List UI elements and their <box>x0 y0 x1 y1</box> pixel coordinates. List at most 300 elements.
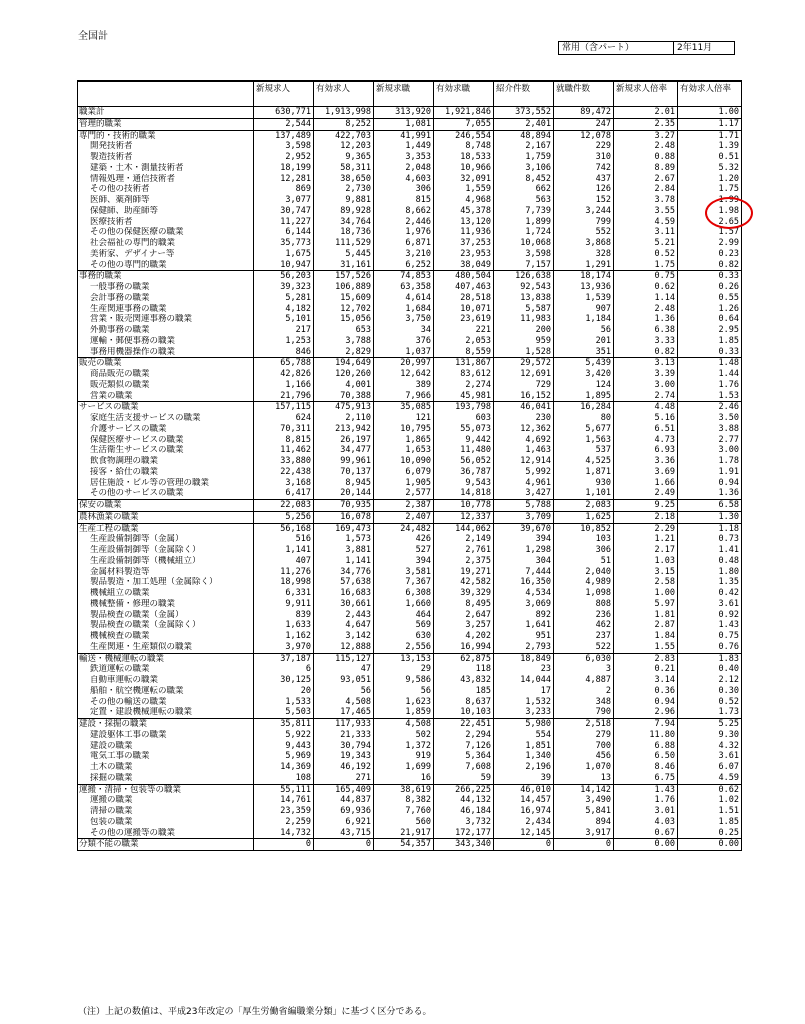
value-cell: 2,040 <box>554 567 614 578</box>
value-cell: 51 <box>554 556 614 567</box>
value-cell: 4,989 <box>554 577 614 588</box>
table-row <box>78 675 742 686</box>
value-cell: 554 <box>494 730 554 741</box>
value-cell: 0.42 <box>678 588 742 599</box>
value-cell: 3,917 <box>554 828 614 839</box>
row-label: 専門的・技術的職業 <box>78 130 254 141</box>
value-cell: 5.97 <box>614 599 678 610</box>
value-cell: 456 <box>554 751 614 762</box>
value-cell: 2.65 <box>678 217 742 228</box>
value-cell: 0.30 <box>678 686 742 697</box>
value-cell: 20,997 <box>374 358 434 369</box>
value-cell: 1.36 <box>678 488 742 499</box>
table-row <box>78 751 742 762</box>
row-label: 生産関連事務の職業 <box>78 304 254 315</box>
row-label: 事務的職業 <box>78 271 254 282</box>
value-cell: 2,829 <box>314 347 374 358</box>
column-header: 有効求人 <box>314 81 374 107</box>
value-cell: 8,495 <box>434 599 494 610</box>
value-cell: 537 <box>554 445 614 456</box>
value-cell: 407 <box>254 556 314 567</box>
value-cell: 0.52 <box>678 697 742 708</box>
value-cell: 1,070 <box>554 762 614 773</box>
value-cell: 2.48 <box>614 141 678 152</box>
value-cell: 5,281 <box>254 293 314 304</box>
column-header: 新規求職 <box>374 81 434 107</box>
value-cell: 9,881 <box>314 195 374 206</box>
value-cell: 23,359 <box>254 806 314 817</box>
value-cell: 846 <box>254 347 314 358</box>
value-cell: 306 <box>554 545 614 556</box>
value-cell: 351 <box>554 347 614 358</box>
value-cell: 422,703 <box>314 130 374 141</box>
value-cell: 1,641 <box>494 620 554 631</box>
value-cell: 2,761 <box>434 545 494 556</box>
value-cell: 12,691 <box>494 369 554 380</box>
value-cell: 12,078 <box>554 130 614 141</box>
value-cell: 152 <box>554 195 614 206</box>
table-row <box>78 130 742 141</box>
row-label: その他の運搬等の職業 <box>78 828 254 839</box>
value-cell: 39 <box>494 773 554 784</box>
value-cell: 2.46 <box>678 402 742 413</box>
value-cell: 56 <box>554 325 614 336</box>
value-cell: 4,001 <box>314 380 374 391</box>
value-cell: 3,077 <box>254 195 314 206</box>
table-row <box>78 719 742 730</box>
table-row <box>78 664 742 675</box>
table-row <box>78 620 742 631</box>
row-label: 生産工程の職業 <box>78 523 254 534</box>
table-row <box>78 271 742 282</box>
value-cell: 22,438 <box>254 467 314 478</box>
value-cell: 20 <box>254 686 314 697</box>
row-label: 医師、薬剤師等 <box>78 195 254 206</box>
table-header-row <box>78 81 742 107</box>
value-cell: 144,062 <box>434 523 494 534</box>
value-cell: 1,081 <box>374 118 434 130</box>
value-cell: 1,871 <box>554 467 614 478</box>
value-cell: 742 <box>554 163 614 174</box>
value-cell: 1.85 <box>678 817 742 828</box>
value-cell: 0.76 <box>678 642 742 653</box>
value-cell: 1.43 <box>678 620 742 631</box>
value-cell: 5,587 <box>494 304 554 315</box>
value-cell: 4.73 <box>614 435 678 446</box>
value-cell: 5.21 <box>614 238 678 249</box>
value-cell: 0 <box>494 839 554 851</box>
value-cell: 12,281 <box>254 174 314 185</box>
value-cell: 2,375 <box>434 556 494 567</box>
value-cell: 42,826 <box>254 369 314 380</box>
row-label: 農林漁業の職業 <box>78 511 254 523</box>
value-cell: 3,709 <box>494 511 554 523</box>
value-cell: 6.88 <box>614 741 678 752</box>
value-cell: 0.25 <box>678 828 742 839</box>
value-cell: 236 <box>554 610 614 621</box>
value-cell: 35,811 <box>254 719 314 730</box>
value-cell: 1,724 <box>494 227 554 238</box>
value-cell: 10,795 <box>374 424 434 435</box>
value-cell: 313,920 <box>374 107 434 119</box>
value-cell: 3.33 <box>614 336 678 347</box>
value-cell: 217 <box>254 325 314 336</box>
value-cell: 3,257 <box>434 620 494 631</box>
value-cell: 1.57 <box>678 227 742 238</box>
value-cell: 1.39 <box>678 141 742 152</box>
row-label: 船舶・航空機運転の職業 <box>78 686 254 697</box>
value-cell: 12,362 <box>494 424 554 435</box>
value-cell: 6.50 <box>614 751 678 762</box>
value-cell: 74,853 <box>374 271 434 282</box>
value-cell: 2.67 <box>614 174 678 185</box>
value-cell: 56,203 <box>254 271 314 282</box>
value-cell: 12,914 <box>494 456 554 467</box>
table-body <box>78 107 742 851</box>
row-label: 家庭生活支援サービスの職業 <box>78 413 254 424</box>
value-cell: 137,489 <box>254 130 314 141</box>
row-label: 建設・採掘の職業 <box>78 719 254 730</box>
row-label: 製品製造・加工処理（金属除く） <box>78 577 254 588</box>
value-cell: 560 <box>374 817 434 828</box>
value-cell: 34,764 <box>314 217 374 228</box>
value-cell: 18,174 <box>554 271 614 282</box>
table-row <box>78 206 742 217</box>
value-cell: 6.93 <box>614 445 678 456</box>
value-cell: 0.26 <box>678 282 742 293</box>
row-label: 美術家、デザイナー等 <box>78 249 254 260</box>
table-row <box>78 839 742 851</box>
value-cell: 1,851 <box>494 741 554 752</box>
header-label-cell <box>78 81 254 107</box>
value-cell: 839 <box>254 610 314 621</box>
value-cell: 194,649 <box>314 358 374 369</box>
value-cell: 376 <box>374 336 434 347</box>
value-cell: 99,961 <box>314 456 374 467</box>
value-cell: 14,142 <box>554 784 614 795</box>
value-cell: 0.75 <box>614 271 678 282</box>
value-cell: 41,991 <box>374 130 434 141</box>
value-cell: 1.36 <box>614 314 678 325</box>
value-cell: 6,030 <box>554 653 614 664</box>
value-cell: 2.18 <box>614 511 678 523</box>
value-cell: 3,490 <box>554 795 614 806</box>
value-cell: 2.17 <box>614 545 678 556</box>
value-cell: 919 <box>374 751 434 762</box>
value-cell: 4,182 <box>254 304 314 315</box>
value-cell: 3,581 <box>374 567 434 578</box>
value-cell: 4.32 <box>678 741 742 752</box>
row-label: その他の保健医療の職業 <box>78 227 254 238</box>
value-cell: 12,642 <box>374 369 434 380</box>
table-row <box>78 107 742 119</box>
value-cell: 19,271 <box>434 567 494 578</box>
value-cell: 6 <box>254 664 314 675</box>
value-cell: 1,372 <box>374 741 434 752</box>
value-cell: 6,331 <box>254 588 314 599</box>
value-cell: 65,788 <box>254 358 314 369</box>
value-cell: 1,633 <box>254 620 314 631</box>
value-cell: 0.67 <box>614 828 678 839</box>
value-cell: 527 <box>374 545 434 556</box>
value-cell: 89,928 <box>314 206 374 217</box>
value-cell: 892 <box>494 610 554 621</box>
value-cell: 14,044 <box>494 675 554 686</box>
value-cell: 9,911 <box>254 599 314 610</box>
value-cell: 2,083 <box>554 500 614 512</box>
row-label: 医療技術者 <box>78 217 254 228</box>
value-cell: 43,715 <box>314 828 374 839</box>
value-cell: 23 <box>494 664 554 675</box>
value-cell: 0.48 <box>678 556 742 567</box>
value-cell: 0.94 <box>614 697 678 708</box>
value-cell: 6,308 <box>374 588 434 599</box>
value-cell: 1.76 <box>678 380 742 391</box>
value-cell: 2,647 <box>434 610 494 621</box>
value-cell: 7,760 <box>374 806 434 817</box>
header-info <box>558 41 735 55</box>
value-cell: 630,771 <box>254 107 314 119</box>
value-cell: 12,888 <box>314 642 374 653</box>
value-cell: 4.59 <box>614 217 678 228</box>
table-row <box>78 184 742 195</box>
value-cell: 55,073 <box>434 424 494 435</box>
value-cell: 169,473 <box>314 523 374 534</box>
row-label: 包装の職業 <box>78 817 254 828</box>
row-label: 分類不能の職業 <box>78 839 254 851</box>
value-cell: 8.46 <box>614 762 678 773</box>
value-cell: 3,353 <box>374 152 434 163</box>
value-cell: 10,068 <box>494 238 554 249</box>
value-cell: 907 <box>554 304 614 315</box>
row-label: 運搬・清掃・包装等の職業 <box>78 784 254 795</box>
value-cell: 729 <box>494 380 554 391</box>
value-cell: 6,871 <box>374 238 434 249</box>
value-cell: 1.81 <box>614 610 678 621</box>
value-cell: 3,427 <box>494 488 554 499</box>
table-row <box>78 697 742 708</box>
value-cell: 394 <box>374 556 434 567</box>
value-cell: 3,244 <box>554 206 614 217</box>
value-cell: 5,503 <box>254 707 314 718</box>
value-cell: 1,184 <box>554 314 614 325</box>
value-cell: 39,670 <box>494 523 554 534</box>
value-cell: 28,518 <box>434 293 494 304</box>
table-row <box>78 358 742 369</box>
value-cell: 5,980 <box>494 719 554 730</box>
value-cell: 3.15 <box>614 567 678 578</box>
value-cell: 475,913 <box>314 402 374 413</box>
value-cell: 44,132 <box>434 795 494 806</box>
value-cell: 4,525 <box>554 456 614 467</box>
value-cell: 5,841 <box>554 806 614 817</box>
value-cell: 3.50 <box>678 413 742 424</box>
value-cell: 407,463 <box>434 282 494 293</box>
value-cell: 10,947 <box>254 260 314 271</box>
value-cell: 38,049 <box>434 260 494 271</box>
value-cell: 3,868 <box>554 238 614 249</box>
value-cell: 2,167 <box>494 141 554 152</box>
value-cell: 3,788 <box>314 336 374 347</box>
value-cell: 1,895 <box>554 391 614 402</box>
value-cell: 3 <box>554 664 614 675</box>
value-cell: 1,699 <box>374 762 434 773</box>
value-cell: 45,981 <box>434 391 494 402</box>
value-cell: 12,337 <box>434 511 494 523</box>
table-row <box>78 282 742 293</box>
value-cell: 1.48 <box>678 358 742 369</box>
value-cell: 5,445 <box>314 249 374 260</box>
value-cell: 790 <box>554 707 614 718</box>
value-cell: 2,401 <box>494 118 554 130</box>
report-date: 2年11月 <box>674 42 735 55</box>
value-cell: 0.52 <box>614 249 678 260</box>
value-cell: 0.33 <box>678 271 742 282</box>
row-label: 飲食物調理の職業 <box>78 456 254 467</box>
value-cell: 14,732 <box>254 828 314 839</box>
row-label: 清掃の職業 <box>78 806 254 817</box>
table-row <box>78 260 742 271</box>
table-row <box>78 293 742 304</box>
value-cell: 1,340 <box>494 751 554 762</box>
row-label: 事務用機器操作の職業 <box>78 347 254 358</box>
value-cell: 2.49 <box>614 488 678 499</box>
value-cell: 93,051 <box>314 675 374 686</box>
row-label: 生産設備制御等（金属除く） <box>78 545 254 556</box>
value-cell: 2,730 <box>314 184 374 195</box>
table-row <box>78 610 742 621</box>
value-cell: 16,974 <box>494 806 554 817</box>
column-header: 就職件数 <box>554 81 614 107</box>
value-cell: 522 <box>554 642 614 653</box>
value-cell: 2.12 <box>678 675 742 686</box>
value-cell: 0.36 <box>614 686 678 697</box>
value-cell: 1,141 <box>254 545 314 556</box>
value-cell: 3.55 <box>614 206 678 217</box>
value-cell: 1,660 <box>374 599 434 610</box>
table-row <box>78 500 742 512</box>
value-cell: 9,442 <box>434 435 494 446</box>
value-cell: 18,533 <box>434 152 494 163</box>
value-cell: 1,463 <box>494 445 554 456</box>
value-cell: 7.94 <box>614 719 678 730</box>
value-cell: 16,284 <box>554 402 614 413</box>
value-cell: 10,090 <box>374 456 434 467</box>
value-cell: 1.91 <box>678 467 742 478</box>
value-cell: 3.36 <box>614 456 678 467</box>
value-cell: 34 <box>374 325 434 336</box>
value-cell: 126,638 <box>494 271 554 282</box>
table-row <box>78 828 742 839</box>
value-cell: 12,203 <box>314 141 374 152</box>
value-cell: 89,472 <box>554 107 614 119</box>
row-label: 生産設備制御等（機械組立） <box>78 556 254 567</box>
value-cell: 120,260 <box>314 369 374 380</box>
row-label: 保健師、助産師等 <box>78 206 254 217</box>
value-cell: 56,168 <box>254 523 314 534</box>
row-label: 機械組立の職業 <box>78 588 254 599</box>
value-cell: 92,543 <box>494 282 554 293</box>
value-cell: 2.95 <box>678 325 742 336</box>
value-cell: 2.48 <box>614 304 678 315</box>
value-cell: 7,608 <box>434 762 494 773</box>
value-cell: 2.96 <box>614 707 678 718</box>
row-label: 機械整備・修理の職業 <box>78 599 254 610</box>
table-row <box>78 369 742 380</box>
value-cell: 799 <box>554 217 614 228</box>
value-cell: 7,966 <box>374 391 434 402</box>
row-label: 生産関連・生産類似の職業 <box>78 642 254 653</box>
value-cell: 462 <box>554 620 614 631</box>
table-row <box>78 249 742 260</box>
value-cell: 1.21 <box>614 534 678 545</box>
value-cell: 46,192 <box>314 762 374 773</box>
value-cell: 117,933 <box>314 719 374 730</box>
value-cell: 1.51 <box>678 806 742 817</box>
row-label: 情報処理・通信技術者 <box>78 174 254 185</box>
table-row <box>78 238 742 249</box>
value-cell: 603 <box>434 413 494 424</box>
value-cell: 11,462 <box>254 445 314 456</box>
value-cell: 131,867 <box>434 358 494 369</box>
table-row <box>78 456 742 467</box>
value-cell: 2,053 <box>434 336 494 347</box>
table-row <box>78 325 742 336</box>
value-cell: 16,152 <box>494 391 554 402</box>
value-cell: 4,534 <box>494 588 554 599</box>
value-cell: 3,598 <box>494 249 554 260</box>
row-label: 生活衛生サービスの職業 <box>78 445 254 456</box>
value-cell: 563 <box>494 195 554 206</box>
value-cell: 6,417 <box>254 488 314 499</box>
value-cell: 328 <box>554 249 614 260</box>
value-cell: 1.55 <box>614 642 678 653</box>
value-cell: 70,935 <box>314 500 374 512</box>
value-cell: 18,199 <box>254 163 314 174</box>
value-cell: 343,340 <box>434 839 494 851</box>
table-row <box>78 227 742 238</box>
row-label: 運搬の職業 <box>78 795 254 806</box>
row-label: 営業の職業 <box>78 391 254 402</box>
value-cell: 1.75 <box>678 184 742 195</box>
row-label: 外勤事務の職業 <box>78 325 254 336</box>
value-cell: 11,227 <box>254 217 314 228</box>
value-cell: 2.99 <box>678 238 742 249</box>
value-cell: 394 <box>494 534 554 545</box>
value-cell: 7,739 <box>494 206 554 217</box>
value-cell: 3.69 <box>614 467 678 478</box>
value-cell: 1,675 <box>254 249 314 260</box>
row-label: 開発技術者 <box>78 141 254 152</box>
value-cell: 5.16 <box>614 413 678 424</box>
value-cell: 1.66 <box>614 478 678 489</box>
value-cell: 1.30 <box>678 511 742 523</box>
value-cell: 22,083 <box>254 500 314 512</box>
value-cell: 16,683 <box>314 588 374 599</box>
value-cell: 18,998 <box>254 577 314 588</box>
row-label: その他の技術者 <box>78 184 254 195</box>
value-cell: 3.13 <box>614 358 678 369</box>
value-cell: 310 <box>554 152 614 163</box>
value-cell: 15,056 <box>314 314 374 325</box>
value-cell: 246,554 <box>434 130 494 141</box>
value-cell: 10,778 <box>434 500 494 512</box>
value-cell: 35,773 <box>254 238 314 249</box>
table-row <box>78 413 742 424</box>
value-cell: 14,761 <box>254 795 314 806</box>
value-cell: 1,162 <box>254 631 314 642</box>
table-row <box>78 467 742 478</box>
